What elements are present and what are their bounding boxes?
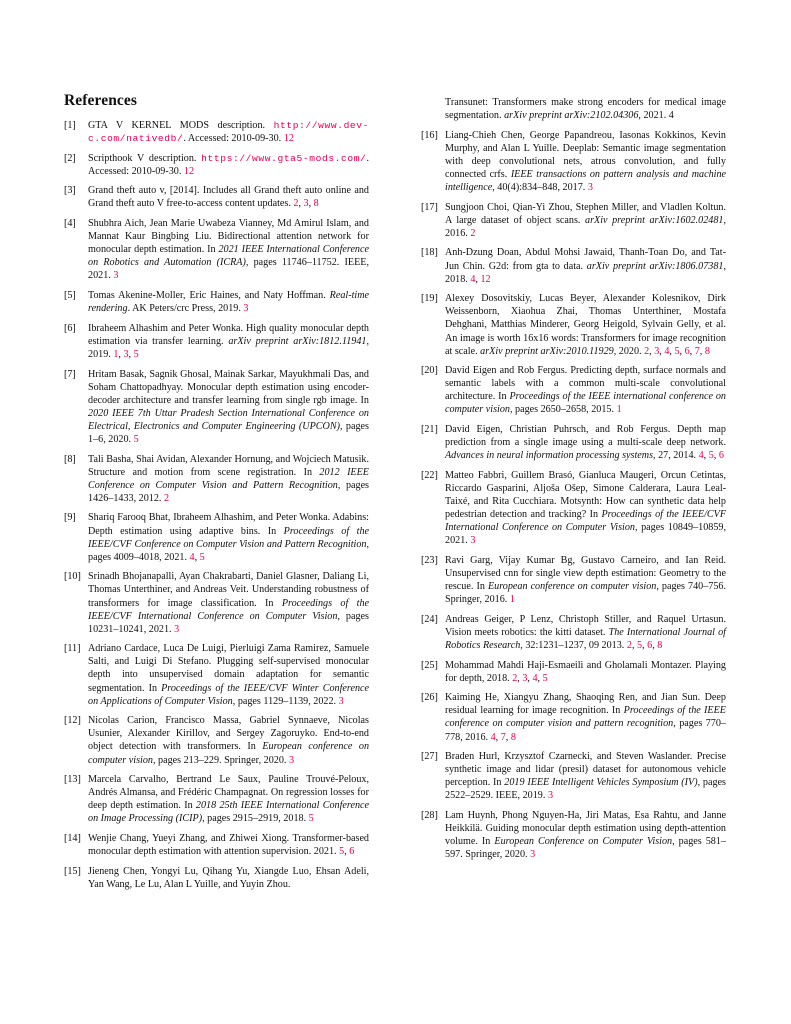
reference-entry	[64, 119, 369, 145]
reference-text: ,	[642, 639, 648, 651]
reference-text: Marcela Carvalho, Bertrand Le Saux, Pauline Trouvé-Peloux, Andrés Almansa, and Frédéric Champagnat. On regression losses for deep depth estimation. In	[88, 774, 369, 812]
citation-backlink[interactable]: 6	[349, 846, 355, 858]
reference-venue: Proceedings of the IEEE international conference on computer vision	[445, 391, 726, 416]
reference-text: ,	[669, 345, 675, 357]
reference-text: Shubhra Aich, Jean Marie Uwabeza Vianney, Md Amirul Islam, and Mannat Kaur Bingbing Liu. Bidirectional attention network for monocular depth estimation. In	[88, 218, 369, 256]
left-column	[64, 119, 369, 897]
reference-number: [23]	[421, 554, 438, 566]
reference-text: Ravi Garg, Vijay Kumar Bg, Gustavo Carneiro, and Ian Reid. Unsupervised cnn for single view depth estimation: Geometry to the rescue. In	[445, 554, 726, 593]
reference-text: ,	[475, 273, 481, 285]
reference-number: [15]	[64, 865, 81, 877]
reference-url[interactable]: https://www.gta5-mods.com/	[201, 152, 367, 164]
citation-backlink[interactable]: 3	[113, 270, 119, 282]
reference-number: [24]	[421, 613, 438, 625]
citation-backlink[interactable]: 3	[174, 623, 180, 635]
reference-venue: 2012 IEEE Conference on Computer Vision and Pattern Recognition	[88, 466, 369, 491]
reference-number: [16]	[421, 129, 438, 141]
reference-entry	[64, 642, 369, 707]
citation-backlink[interactable]: 4	[668, 110, 674, 122]
reference-number: [28]	[421, 810, 438, 821]
citation-backlink[interactable]: 3	[123, 348, 129, 360]
reference-venue: arXiv preprint arXiv:2010.11929	[480, 345, 614, 357]
reference-entry	[421, 691, 726, 743]
reference-text: Alexey Dosovitskiy, Lucas Beyer, Alexander Kolesnikov, Dirk Weissenborn, Xiaohua Zhai, Thomas Unterthiner, Mostafa Dehghani, Matthias Minderer, Georg Heigold, Sylvain Gelly, et al. An image is worth 16x16 words: Transformers for image recognition at scale.	[445, 293, 726, 357]
citation-backlink[interactable]: 2	[626, 639, 632, 651]
reference-text: , pages 2522–2529. IEEE, 2019.	[445, 777, 726, 802]
reference-text: ,	[649, 345, 655, 357]
reference-text: ,	[495, 731, 501, 743]
reference-text: Transunet: Transformers make strong encoders for medical image segmentation.	[445, 97, 726, 122]
reference-number: [1]	[64, 120, 76, 131]
citation-backlink[interactable]: 3	[547, 790, 553, 802]
reference-text: ,	[308, 198, 314, 210]
reference-entry	[64, 289, 369, 315]
citation-backlink[interactable]: 2	[512, 672, 518, 684]
reference-venue: 2019 IEEE Intelligent Vehicles Symposium (IV)	[504, 777, 698, 789]
reference-text: Andreas Geiger, P Lenz, Christoph Stiller, and Raquel Urtasun. Vision meets robotics: the kitti dataset.	[445, 613, 726, 638]
reference-text: , pages 2915–2919, 2018.	[202, 813, 309, 825]
reference-text: ,	[344, 846, 350, 858]
reference-text: , 2020.	[613, 345, 645, 357]
reference-text: , 27, 2014.	[653, 450, 699, 462]
reference-entry	[64, 570, 369, 635]
reference-entry	[64, 217, 369, 282]
reference-venue: Real-time rendering	[88, 290, 369, 315]
reference-number: [7]	[64, 368, 76, 380]
reference-text: ,	[118, 348, 124, 360]
reference-text: . Accessed: 2010-09-30.	[88, 152, 369, 177]
reference-venue: arXiv preprint arXiv:1812.11941	[228, 335, 367, 347]
reference-text: ,	[652, 639, 658, 651]
reference-venue: 2018 25th IEEE International Conference on Image Processing (ICIP)	[88, 800, 369, 825]
citation-backlink[interactable]: 3	[303, 198, 309, 210]
reference-text: ,	[194, 551, 200, 563]
reference-number: [20]	[421, 365, 438, 377]
citation-backlink[interactable]: 5	[199, 551, 205, 563]
citation-backlink[interactable]: 3	[288, 754, 295, 766]
reference-venue: Proceedings of the IEEE/CVF International Conference on Computer Vision	[88, 597, 369, 622]
reference-text: , pages 581–597. Springer, 2020.	[445, 836, 726, 861]
citation-backlink[interactable]: 4	[532, 672, 538, 684]
reference-number: [14]	[64, 833, 81, 844]
reference-text: , 2021.	[638, 110, 669, 122]
reference-text: Mohammad Mahdi Haji-Esmaeili and Gholamali Montazer. Playing for depth, 2018.	[445, 659, 726, 684]
reference-number: [17]	[421, 201, 438, 213]
citation-backlink[interactable]: 2	[293, 198, 299, 210]
reference-venue: Proceedings of the IEEE/CVF Winter Conference on Applications of Computer Vision	[88, 682, 370, 707]
citation-backlink[interactable]: 6	[718, 450, 724, 462]
reference-entry	[64, 511, 369, 563]
reference-entry	[64, 865, 369, 891]
citation-backlink[interactable]: 5	[133, 348, 139, 360]
reference-entry	[421, 423, 726, 462]
reference-entry	[421, 246, 726, 285]
citation-backlink[interactable]: 4	[664, 345, 670, 357]
reference-venue: arXiv preprint arXiv:1602.02481	[585, 214, 724, 226]
reference-number: [25]	[421, 659, 438, 671]
reference-number: [10]	[64, 571, 81, 583]
reference-venue: arXiv preprint arXiv:1806.07381	[586, 260, 724, 272]
citation-backlink[interactable]: 5	[308, 813, 314, 825]
reference-entry	[64, 184, 369, 210]
reference-number: [19]	[421, 293, 438, 305]
reference-text: , pages 1426–1433, 2012.	[88, 479, 369, 504]
reference-entry	[64, 152, 369, 178]
reference-text: Srinadh Bhojanapalli, Ayan Chakrabarti, Daniel Glasner, Daliang Li, Thomas Unterthiner, and Andreas Veit. Understanding robustness of transformers for image classification. In	[88, 571, 369, 609]
reference-text: Wenjie Chang, Yueyi Zhang, and Zhiwei Xiong. Transformer-based monocular depth estimation with attention supervision. 2021.	[88, 833, 369, 858]
citation-backlink[interactable]: 8	[657, 639, 663, 651]
citation-backlink[interactable]: 5	[133, 433, 139, 445]
reference-entry	[421, 292, 726, 357]
reference-text: Jieneng Chen, Yongyi Lu, Qihang Yu, Xiangde Luo, Ehsan Adeli, Yan Wang, Le Lu, Alan L Yuille, and Yuyin Zhou.	[88, 865, 369, 890]
reference-entry	[64, 773, 369, 825]
reference-text: Kaiming He, Xiangyu Zhang, Shaoqing Ren, and Jian Sun. Deep residual learning for image recognition. In	[445, 692, 726, 717]
reference-venue: arXiv preprint arXiv:2102.04306	[504, 110, 639, 122]
reference-entry	[421, 750, 726, 802]
reference-entry	[64, 322, 369, 361]
reference-text: ,	[505, 731, 511, 743]
reference-text: , pages 1129–1139, 2022.	[232, 695, 339, 707]
reference-entry	[421, 554, 726, 606]
citation-backlink[interactable]: 2	[470, 227, 476, 239]
reference-text: , 32:1231–1237, 09 2013.	[520, 639, 627, 651]
citation-backlink[interactable]: 6	[684, 345, 690, 357]
reference-text: , pages 2650–2658, 2015.	[509, 404, 617, 416]
reference-text: ,	[713, 450, 719, 462]
reference-entry	[421, 469, 726, 548]
reference-number: [22]	[421, 469, 438, 481]
reference-entry	[421, 364, 726, 416]
reference-venue: European conference on computer vision	[88, 741, 370, 766]
reference-text: Scripthook V description.	[88, 152, 202, 164]
reference-number: [11]	[64, 643, 81, 655]
reference-text: GTA V KERNEL MODS description.	[88, 120, 274, 131]
citation-backlink[interactable]: 3	[243, 303, 249, 315]
reference-venue: European conference on computer vision	[487, 581, 657, 593]
reference-text: ,	[659, 345, 665, 357]
citation-backlink[interactable]: 7	[500, 731, 506, 743]
reference-text: , pages 10231–10241, 2021.	[88, 610, 369, 635]
reference-number: [8]	[64, 453, 76, 465]
citation-backlink[interactable]: 3	[338, 695, 344, 707]
reference-number: [9]	[64, 512, 76, 524]
citation-backlink[interactable]: 3	[522, 672, 528, 684]
reference-venue: Proceedings of the IEEE/CVF International Conference on Computer Vision	[445, 509, 727, 534]
reference-venue: The International Journal of Robotics Research	[445, 626, 726, 651]
citation-backlink[interactable]: 8	[704, 345, 710, 357]
reference-url[interactable]: http://www.dev-c.com/nativedb/	[88, 120, 369, 145]
citation-backlink[interactable]: 8	[510, 731, 516, 743]
reference-text: , 2016.	[445, 214, 726, 239]
reference-entry	[421, 129, 726, 194]
reference-text: , pages 10849–10859, 2021.	[445, 522, 726, 547]
citation-backlink[interactable]: 12	[283, 133, 294, 145]
reference-number: [13]	[64, 774, 81, 786]
reference-text: Ibraheem Alhashim and Peter Wonka. High quality monocular depth estimation via transfer learning.	[88, 322, 369, 347]
reference-text: Lam Huynh, Phong Nguyen-Ha, Jiri Matas, Esa Rahtu, and Janne Heikkilä. Guiding monocular depth estimation using depth-attention volume. In	[445, 810, 726, 848]
reference-text: , 40(4):834–848, 2017.	[492, 182, 588, 194]
citation-backlink[interactable]: 5	[339, 846, 345, 858]
reference-text: Matteo Fabbri, Guillem Brasó, Gianluca Maugeri, Orcun Cetintas, Riccardo Gasparini, Aljoša Ošep, Simone Calderara, Laura Leal-Taixé, and Rita Cucchiara. Motsynth: How can synthetic data help pedestrian detection and tracking? In	[445, 469, 726, 521]
citation-backlink[interactable]: 4	[698, 450, 704, 462]
reference-venue: 2021 IEEE International Conference on Robotics and Automation (ICRA)	[88, 244, 369, 269]
reference-entry	[421, 809, 726, 861]
reference-text: Tali Basha, Shai Avidan, Alexander Hornung, and Wojciech Matusik. Structure and motion from scene registration. In	[88, 453, 369, 478]
reference-venue: Advances in neural information processing systems	[445, 450, 654, 462]
reference-text: . AK Peters/crc Press, 2019.	[127, 303, 244, 315]
reference-number: [2]	[64, 152, 76, 164]
reference-text: Hritam Basak, Sagnik Ghosal, Mainak Sarkar, Mayukhmali Das, and Soham Chattopadhyay. Monocular depth estimation using encoder-decoder architecture and transfer learning from single rgb image. In	[88, 368, 369, 406]
reference-text: , pages 770–778, 2016.	[445, 718, 726, 743]
citation-backlink[interactable]: 7	[694, 345, 700, 357]
citation-backlink[interactable]: 1	[113, 348, 119, 360]
citation-backlink[interactable]: 4	[189, 551, 195, 563]
reference-text: , 2018.	[445, 260, 726, 285]
reference-text: . Accessed: 2010-09-30.	[183, 133, 284, 145]
reference-text: David Eigen and Rob Fergus. Predicting depth, surface normals and semantic labels with a common multi-scale convolutional architecture. In	[445, 365, 726, 403]
citation-backlink[interactable]: 4	[490, 731, 496, 743]
citation-backlink[interactable]: 2	[644, 345, 650, 357]
citation-backlink[interactable]: 4	[470, 273, 476, 285]
reference-text: Liang-Chieh Chen, George Papandreou, Iasonas Kokkinos, Kevin Murphy, and Alan L Yuille. Deeplab: Semantic image segmentation with deep convolutional nets, atrous convolution, and fully connected crfs.	[445, 129, 726, 180]
reference-text: David Eigen, Christian Puhrsch, and Rob Fergus. Depth map prediction from a single image using a multi-scale deep network.	[445, 424, 726, 449]
references-heading: References	[64, 92, 138, 109]
reference-text: Sungjoon Choi, Qian-Yi Zhou, Stephen Miller, and Vladlen Koltun. A large dataset of object scans.	[445, 201, 726, 226]
reference-venue: European Conference on Computer Vision	[494, 836, 673, 848]
citation-backlink[interactable]: 5	[637, 639, 643, 651]
citation-backlink[interactable]: 1	[509, 594, 515, 606]
citation-backlink[interactable]: 5	[542, 672, 548, 684]
reference-venue: IEEE transactions on pattern analysis and machine intelligence	[445, 168, 727, 194]
reference-entry	[64, 714, 369, 766]
reference-number: [21]	[421, 424, 438, 436]
citation-backlink[interactable]: 5	[708, 450, 714, 462]
reference-venue: Proceedings of the IEEE conference on computer vision and pattern recognition	[445, 705, 726, 730]
citation-backlink[interactable]: 1	[616, 404, 622, 416]
citation-backlink[interactable]: 2	[163, 492, 169, 504]
reference-continuation	[421, 96, 726, 122]
citation-backlink[interactable]: 12	[480, 273, 491, 285]
reference-text: , 2019.	[88, 335, 369, 360]
reference-text: Grand theft auto v, [2014]. Includes all Grand theft auto online and Grand theft auto V free-to-access content updates.	[88, 185, 369, 210]
reference-text: ,	[527, 672, 533, 684]
reference-number: [4]	[64, 218, 76, 230]
citation-backlink[interactable]: 5	[674, 345, 680, 357]
reference-text: ,	[703, 450, 709, 462]
reference-entry	[421, 613, 726, 652]
reference-number: [5]	[64, 290, 76, 302]
reference-text: , pages 1–6, 2020.	[88, 420, 369, 445]
reference-text: ,	[128, 348, 134, 360]
reference-text: ,	[517, 672, 523, 684]
citation-backlink[interactable]: 6	[647, 639, 653, 651]
reference-entry	[421, 201, 726, 240]
reference-text: , pages 4009–4018, 2021.	[88, 538, 369, 563]
reference-text: ,	[298, 198, 304, 210]
citation-backlink[interactable]: 12	[183, 165, 195, 177]
reference-entry	[64, 832, 369, 858]
reference-text: Nicolas Carion, Francisco Massa, Gabriel Synnaeve, Nicolas Usunier, Alexander Kirillov, and Sergey Zagoruyko. End-to-end object detection with transformers. In	[88, 715, 369, 753]
reference-text: Braden Hurl, Krzysztof Czarnecki, and Steven Waslander. Precise synthetic image and lidar (presil) dataset for autonomous vehicle perception. In	[445, 751, 726, 789]
reference-entry	[64, 453, 369, 505]
reference-text: , pages 213–229. Springer, 2020.	[152, 754, 289, 766]
reference-number: [6]	[64, 322, 76, 334]
reference-number: [18]	[421, 247, 438, 259]
reference-number: [26]	[421, 692, 438, 704]
reference-venue: Proceedings of the IEEE/CVF Conference on Computer Vision and Pattern Recognition	[88, 525, 369, 550]
citation-backlink[interactable]: 3	[470, 535, 476, 547]
reference-text: Adriano Cardace, Luca De Luigi, Pierluigi Zama Ramirez, Samuele Salti, and Luigi Di Stefano. Plugging self-supervised monocular depth into unsupervised domain adaptation for semantic segmentation. In	[88, 643, 369, 694]
citation-backlink[interactable]: 3	[587, 182, 593, 194]
citation-backlink[interactable]: 3	[530, 849, 536, 861]
reference-text: ,	[699, 345, 705, 357]
reference-text: Shariq Farooq Bhat, Ibraheem Alhashim, and Peter Wonka. Adabins: Depth estimation using adaptive bins. In	[88, 512, 369, 537]
reference-venue: 2020 IEEE 7th Uttar Pradesh Section International Conference on Electrical, Electronics and Computer Engineering (UPCON)	[88, 407, 369, 432]
reference-text: ,	[537, 672, 543, 684]
citation-backlink[interactable]: 3	[654, 345, 660, 357]
reference-number: [12]	[64, 715, 81, 727]
reference-text: ,	[679, 345, 685, 357]
reference-text: , pages 740–756. Springer, 2016.	[445, 581, 726, 606]
reference-number: [27]	[421, 751, 438, 763]
reference-entry	[64, 368, 369, 447]
right-column	[421, 96, 726, 868]
reference-number: [3]	[64, 185, 76, 197]
reference-text: Tomas Akenine-Moller, Eric Haines, and Naty Hoffman.	[88, 290, 330, 302]
reference-text: Anh-Dzung Doan, Abdul Mohsi Jawaid, Thanh-Toan Do, and Tat-Jun Chin. G2d: from gta to data.	[445, 247, 726, 272]
citation-backlink[interactable]: 8	[313, 198, 319, 210]
reference-text: ,	[631, 639, 637, 651]
reference-entry	[421, 659, 726, 685]
reference-text: , pages 11746–11752. IEEE, 2021.	[88, 257, 369, 282]
reference-text: ,	[689, 345, 695, 357]
